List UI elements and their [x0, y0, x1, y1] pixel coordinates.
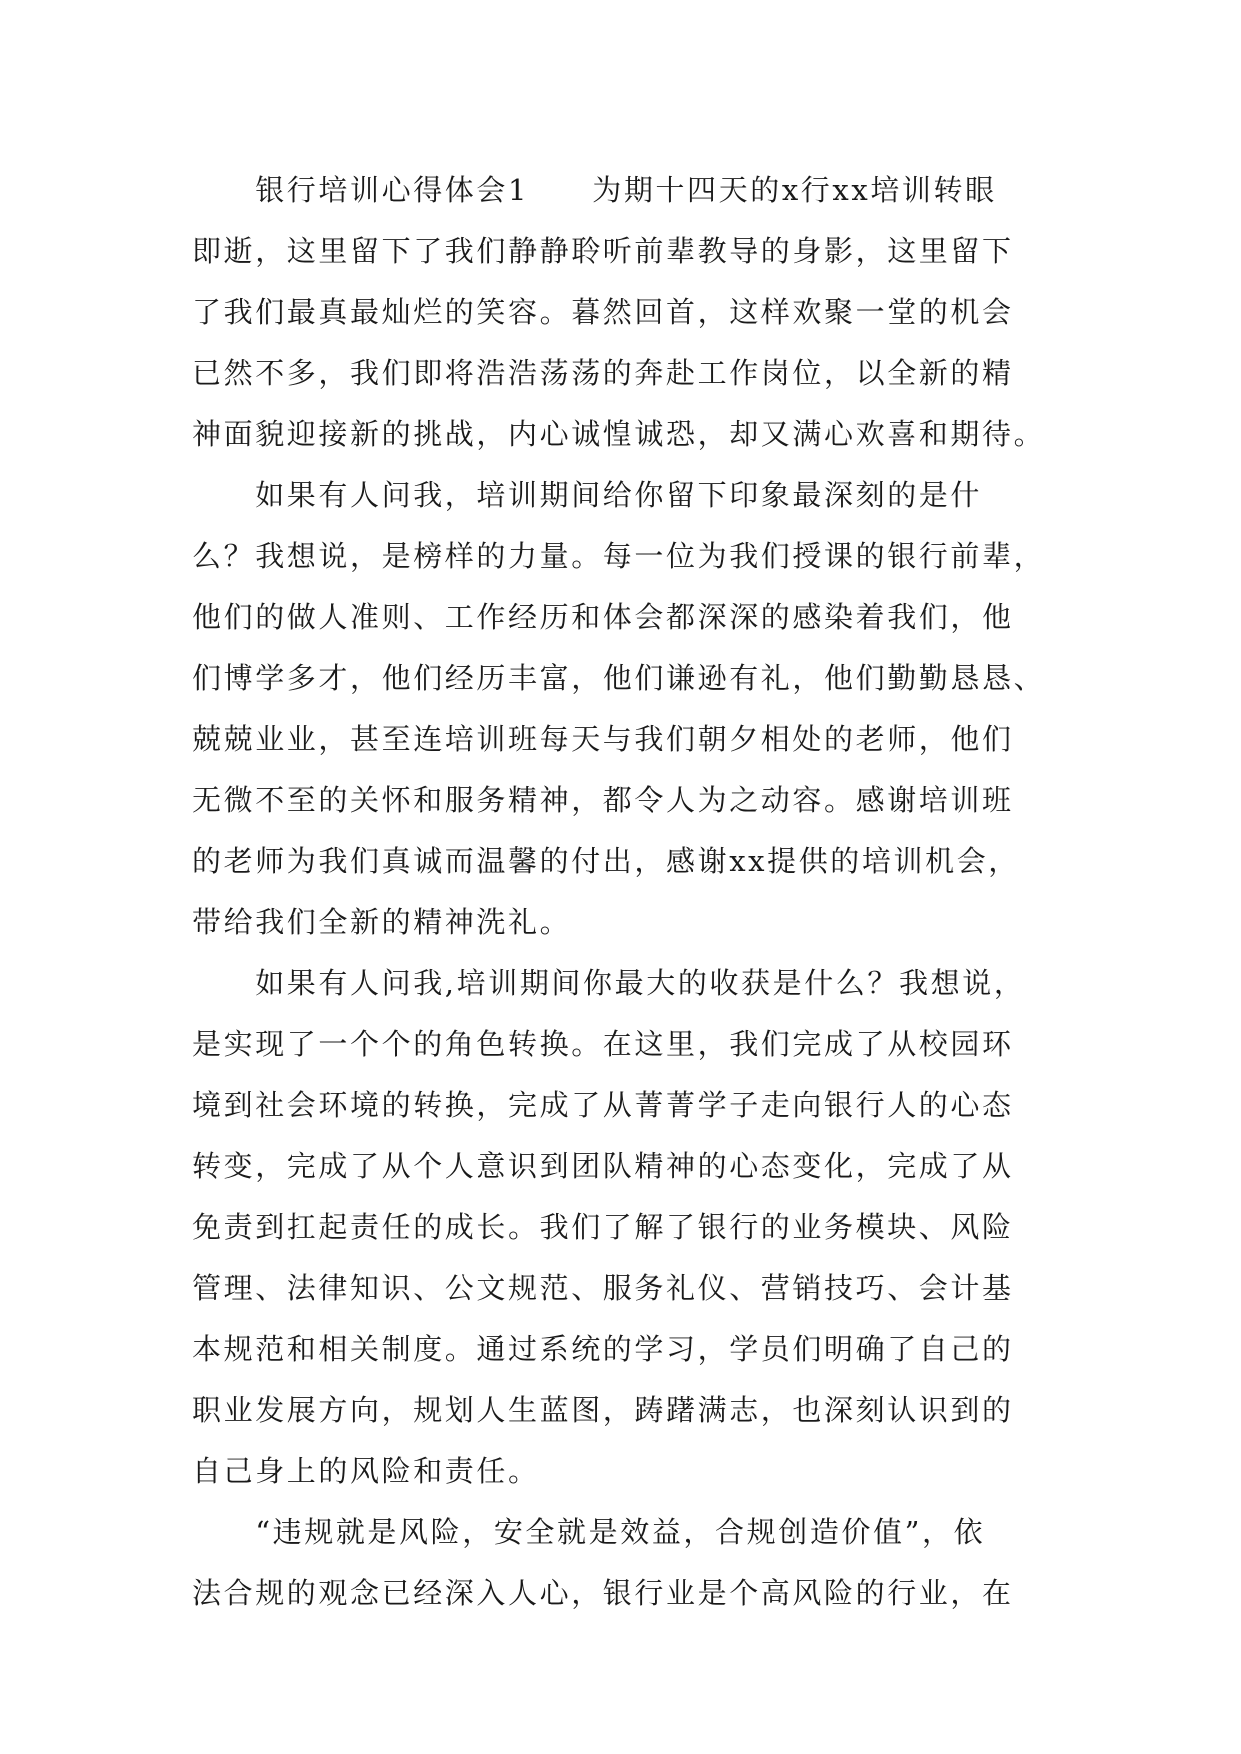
text-line: 如果有人问我，培训期间给你留下印象最深刻的是什 — [192, 478, 983, 512]
text-line: 本规范和相关制度。通过系统的学习，学员们明确了自己的 — [192, 1332, 1014, 1366]
text-line: 是实现了一个个的角色转换。在这里，我们完成了从校园环 — [192, 1027, 1014, 1061]
text-line: 即逝，这里留下了我们静静聆听前辈教导的身影，这里留下 — [192, 234, 1014, 268]
text-line: 们博学多才，他们经历丰富，他们谦逊有礼，他们勤勤恳恳、 — [192, 661, 1046, 695]
text-line: 神面貌迎接新的挑战，内心诚惶诚恐，却又满心欢喜和期待。 — [192, 417, 1046, 451]
text-line: 带给我们全新的精神洗礼。 — [192, 905, 572, 939]
text-line: 法合规的观念已经深入人心，银行业是个高风险的行业，在 — [192, 1576, 1014, 1610]
text-line: 的老师为我们真诚而温馨的付出，感谢xx提供的培训机会， — [192, 844, 1020, 878]
text-line: 免责到扛起责任的成长。我们了解了银行的业务模块、风险 — [192, 1210, 1014, 1244]
text-line: 自己身上的风险和责任。 — [192, 1454, 540, 1488]
text-line: 管理、法律知识、公文规范、服务礼仪、营销技巧、会计基 — [192, 1271, 1014, 1305]
text-line: 境到社会环境的转换，完成了从菁菁学子走向银行人的心态 — [192, 1088, 1014, 1122]
text-line: 如果有人问我,培训期间你最大的收获是什么？我想说， — [192, 966, 1026, 1000]
document-body — [192, 160, 1056, 1624]
text-line: 无微不至的关怀和服务精神，都令人为之动容。感谢培训班 — [192, 783, 1014, 817]
text-line: 兢兢业业，甚至连培训班每天与我们朝夕相处的老师，他们 — [192, 722, 1014, 756]
text-line: “违规就是风险，安全就是效益，合规创造价值”，依 — [192, 1515, 986, 1549]
text-line: 已然不多，我们即将浩浩荡荡的奔赴工作岗位，以全新的精 — [192, 356, 1014, 390]
text-line: 他们的做人准则、工作经历和体会都深深的感染着我们，他 — [192, 600, 1014, 634]
text-line: 了我们最真最灿烂的笑容。暮然回首，这样欢聚一堂的机会 — [192, 295, 1014, 329]
text-line: 职业发展方向，规划人生蓝图，踌躇满志，也深刻认识到的 — [192, 1393, 1014, 1427]
text-line: 么？我想说，是榜样的力量。每一位为我们授课的银行前辈， — [192, 539, 1046, 573]
text-line: 银行培训心得体会1 为期十四天的x行xx培训转眼 — [192, 173, 997, 207]
text-line: 转变，完成了从个人意识到团队精神的心态变化，完成了从 — [192, 1149, 1014, 1183]
